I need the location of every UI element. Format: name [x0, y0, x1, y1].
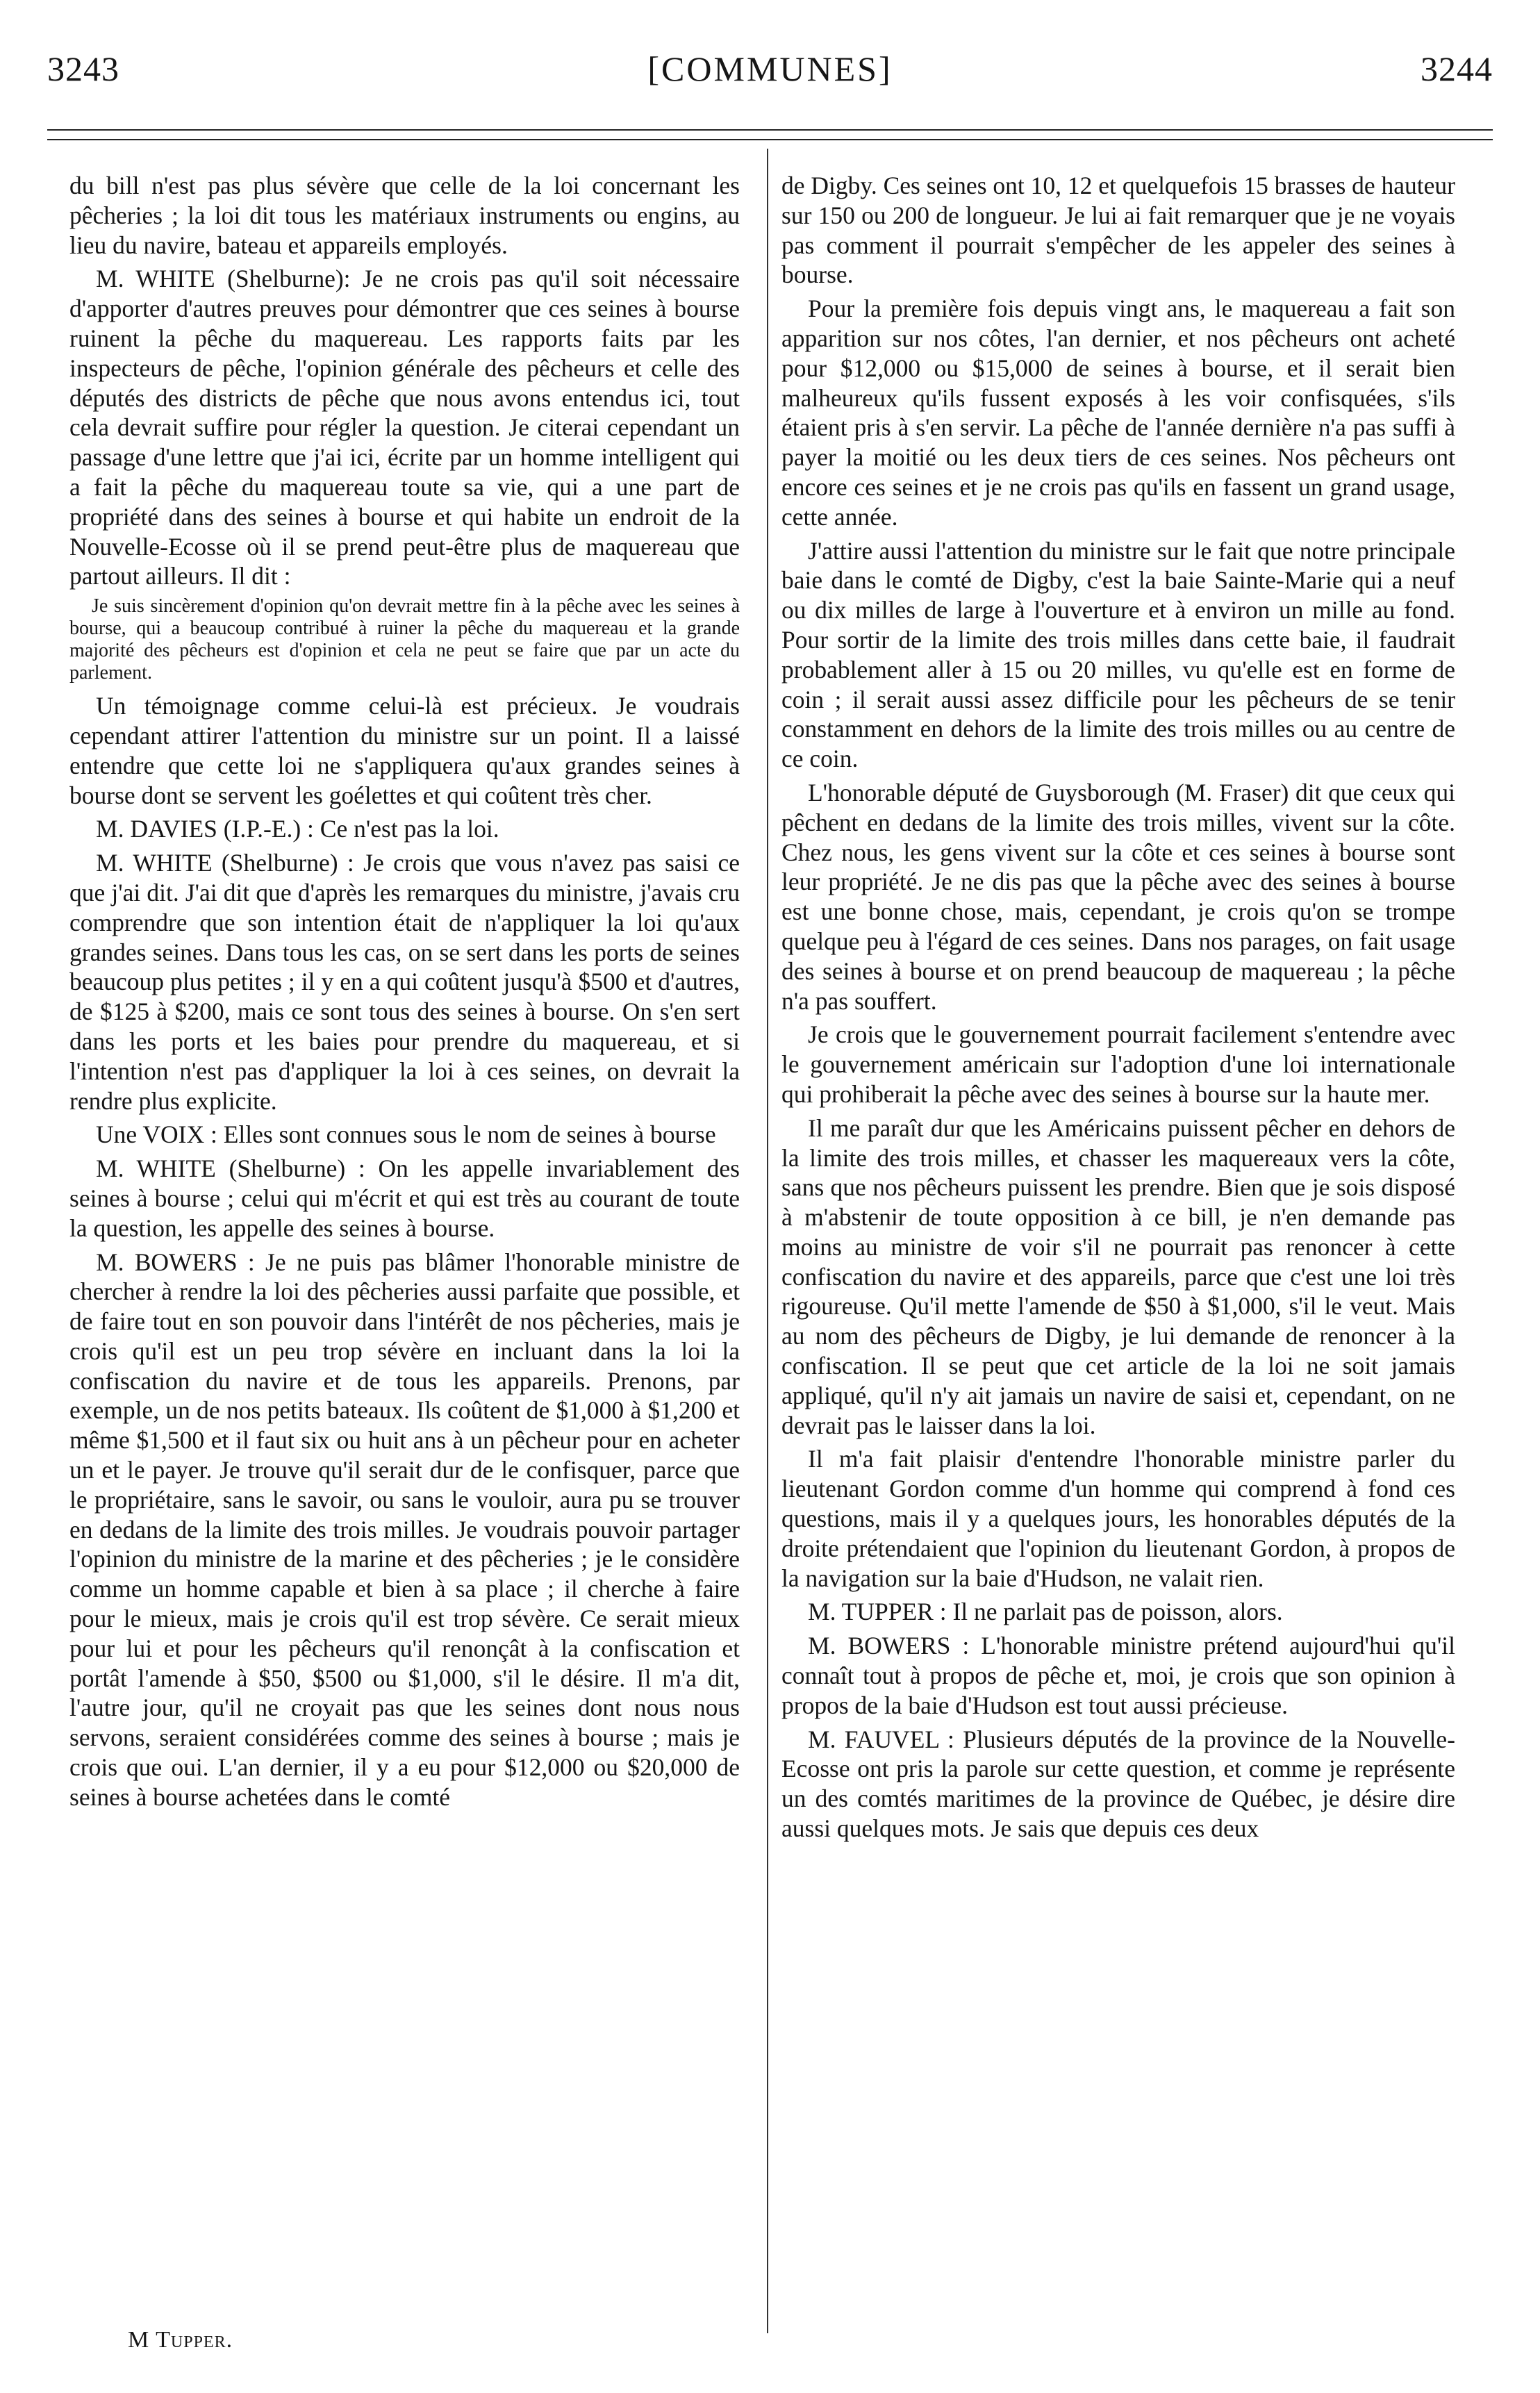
left-column — [69, 171, 740, 2345]
paragraph: L'honorable député de Guysborough (M. Fraser) dit que ceux qui pêchent en dedans de la limite des trois milles, vivent sur la côte. Chez nous, les gens vivent sur la côte et ces seines à bourse sont leur propriété. Je ne dis pas que la pêche avec des seines à bourse est une bonne chose, mais, cependant, je crois qu'on se trompe quelque peu à l'égard de ces seines. Dans nos parages, on fait usage des seines à bourse et on prend beaucoup de maquereau ; la pêche n'a pas souffert. — [781, 778, 1455, 1015]
right-column — [781, 171, 1455, 2345]
paragraph: de Digby. Ces seines ont 10, 12 et quelquefois 15 brasses de hauteur sur 150 ou 200 de longueur. Je lui ai fait remarquer que je ne voyais pas comment il pourrait s'empêcher de les appeler des seines à bourse. — [781, 172, 1455, 289]
paragraph: du bill n'est pas plus sévère que celle de la loi concernant les pêcheries ; la loi dit tous les matériaux instruments ou engins, au lieu du navire, bateau et appareils employés. — [69, 172, 740, 259]
column-divider — [767, 149, 768, 2333]
paragraph: Une VOIX : Elles sont connues sous le nom de seines à bourse — [96, 1120, 716, 1149]
paragraph: Je crois que le gouvernement pourrait facilement s'entendre avec le gouvernement américain sur l'adoption d'une loi internationale qui prohiberait la pêche avec des seines à bourse sur la haute mer. — [781, 1020, 1455, 1108]
paragraph: M. TUPPER : Il ne parlait pas de poisson, alors. — [808, 1598, 1283, 1626]
paragraph: Pour la première fois depuis vingt ans, le maquereau a fait son apparition sur nos côtes, l'an dernier, et nos pêcheurs ont acheté pour $12,000 ou $15,000 de seines à bourse, et il serait bien malheureux qu'ils fussent exposés à les voir confisquées, s'ils étaient pris à s'en servir. La pêche de l'année dernière n'a pas suffi à payer la moitié ou les deux tiers de ces seines. Nos pêcheurs ont encore ces seines et je ne crois pas qu'ils en fassent un grand usage, cette année. — [781, 295, 1455, 531]
running-title: [COMMUNES] — [647, 49, 893, 88]
paragraph: Il me paraît dur que les Américains puissent pêcher en dehors de la limite des trois milles, et chasser les maquereaux vers la côte, sans que nos pêcheurs puissent les prendre. Bien que je sois disposé à m'abstenir de toute opposition à ce bill, je n'en demande pas moins au ministre de voir s'il ne pourrait pas renoncer à cette confiscation du navire et des appareils, parce que c'est une loi très rigoureuse. Qu'il mette l'amende de $50 à $1,000, s'il le veut. Mais au nom des pêcheurs de Digby, je lui demande de renoncer à la confiscation. Il se peut que cet article de la loi ne soit jamais appliqué, qu'il n'y ait jamais un navire de saisi et, cependant, on ne devrait pas le laisser dans la loi. — [781, 1113, 1455, 1439]
header-rule-top — [47, 129, 1493, 131]
page-number-left: 3243 — [47, 49, 119, 88]
paragraph: Il m'a fait plaisir d'entendre l'honorable ministre parler du lieutenant Gordon comme d'un homme qui comprend à fond ces questions, mais il y a quelques jours, les honorables députés de la droite prétendaient que l'opinion du lieutenant Gordon, à propos de la navigation sur la baie d'Hudson, ne valait rien. — [781, 1445, 1455, 1592]
paragraph: M. WHITE (Shelburne): Je ne crois pas qu'il soit nécessaire d'apporter d'autres preuves pour démontrer que ces seines à bourse ruinent la pêche du maquereau. Les rapports faits par les inspecteurs de pêche, l'opinion générale des pêcheurs et celle des députés des districts de pêche que nous avons entendus ici, tout cela devrait suffire pour régler la question. Je citerai cependant un passage d'une lettre que j'ai ici, écrite par un homme intelligent qui a fait la pêche du maquereau toute sa vie, qui a une part de propriété dans des seines à bourse et qui habite un endroit de la Nouvelle-Ecosse où il se prend peut-être plus de maquereau que partout ailleurs. Il dit : — [69, 265, 740, 590]
paragraph: M. DAVIES (I.P.-E.) : Ce n'est pas la loi. — [96, 815, 499, 843]
paragraph: M. WHITE (Shelburne) : On les appelle invariablement des seines à bourse ; celui qui m'écrit et qui est très au courant de toute la question, les appelle des seines à bourse. — [69, 1154, 740, 1242]
footer-signature: M Tupper. — [128, 2327, 233, 2353]
letter-quotation: Je suis sincèrement d'opinion qu'on devrait mettre fin à la pêche avec les seines à bourse, qui a beaucoup contribué à ruiner la pêche du maquereau et la grande majorité des pêcheurs est d'opinion et cela ne peut se faire que par un acte du parlement. — [69, 595, 740, 684]
paragraph: M. BOWERS : Je ne puis pas blâmer l'honorable ministre de chercher à rendre la loi des pêcheries aussi parfaite que possible, et de faire tout en son pouvoir dans l'intérêt de nos pêcheries, mais je crois qu'il est un peu trop sévère en incluant dans la loi la confiscation du navire et de tous les appareils. Prenons, par exemple, un de nos petits bateaux. Ils coûtent de $1,000 à $1,200 et même $1,500 et il faut six ou huit ans à un pêcheur pour en acheter un et le payer. Je trouve qu'il serait dur de le confisquer, parce que le propriétaire, sans le savoir, ou sans le vouloir, aura pu se trouver en dedans de la limite des trois milles. Je voudrais pouvoir partager l'opinion du ministre de la marine et des pêcheries ; je le considère comme un homme capable et bien à sa place ; il cherche à faire pour le mieux, mais je crois qu'il est trop sévère. Ce serait mieux pour lui et pour les pêcheurs qu'il renonçât à la confiscation et portât l'amende à $50, $500 ou $1,000, s'il le désire. Il m'a dit, l'autre jour, qu'il ne croyait pas que les seines dont nous nous servons, seraient considérées comme des seines à bourse ; mais je crois que oui. L'an dernier, il y a eu pour $12,000 ou $20,000 de seines à bourse achetées dans le comté — [69, 1248, 740, 1811]
paragraph: M. BOWERS : L'honorable ministre prétend aujourd'hui qu'il connaît tout à propos de pêche et, moi, je crois que son opinion à propos de la baie d'Hudson est tout aussi précieuse. — [781, 1632, 1455, 1719]
paragraph: M. WHITE (Shelburne) : Je crois que vous n'avez pas saisi ce que j'ai dit. J'ai dit que d'après les remarques du ministre, j'avais cru comprendre que son intention était de n'appliquer la loi qu'aux grandes seines. Dans tous les cas, on se sert dans les ports de seines beaucoup plus petites ; il y en a qui coûtent jusqu'à $500 et d'autres, de $125 à $200, mais ce sont tous des seines à bourse. On s'en sert dans les ports et les baies pour prendre du maquereau, et si l'intention n'est pas d'appliquer la loi à ces seines, on devrait la rendre plus explicite. — [69, 849, 740, 1115]
paragraph: J'attire aussi l'attention du ministre sur le fait que notre principale baie dans le comté de Digby, c'est la baie Sainte-Marie qui a neuf ou dix milles de large à l'ouverture et à environ un mille au fond. Pour sortir de la limite des trois milles dans cette baie, il faudrait probablement aller à 15 ou 20 milles, vu qu'elle est en forme de coin ; il serait aussi assez difficile pour les pêcheurs de se tenir constamment en dehors de la limite des trois milles ou au centre de ce coin. — [781, 536, 1455, 773]
paragraph: M. FAUVEL : Plusieurs députés de la province de la Nouvelle-Ecosse ont pris la parole sur cette question, et comme je représente un des comtés maritimes de la province de Québec, je désire dire aussi quelques mots. Je sais que depuis ces deux — [781, 1725, 1455, 1843]
page-number-right: 3244 — [1421, 49, 1493, 88]
paragraph: Un témoignage comme celui-là est précieux. Je voudrais cependant attirer l'attention du ministre sur un point. Il a laissé entendre que cette loi ne s'appliquera qu'aux grandes seines à bourse dont se servent les goélettes et qui coûtent très cher. — [69, 692, 740, 809]
header-rule-bottom — [47, 139, 1493, 140]
